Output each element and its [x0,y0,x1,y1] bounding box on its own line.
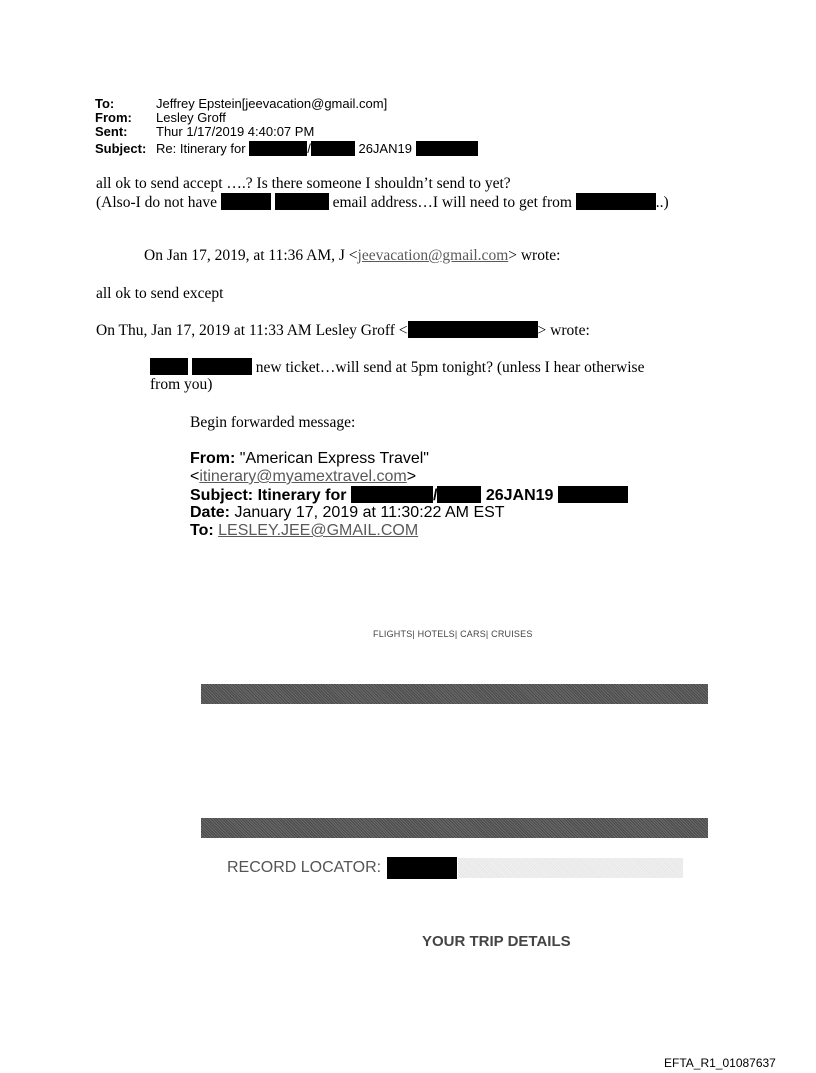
redaction-box [558,486,628,503]
forwarded-to-label: To: [190,522,214,539]
header-from-value: Lesley Groff [156,110,226,125]
quote2-intro-b: > wrote: [537,322,590,339]
header-subject-date: 26JAN19 [358,141,412,156]
quote1-intro-b: > wrote: [508,247,561,264]
forwarded-email-close: > [406,468,417,485]
forwarded-from-row [190,450,429,468]
reply-line-2-c: ..) [655,194,669,211]
quote1-body: all ok to send except [96,285,224,302]
reply-line-1: all ok to send accept ….? Is there someone I shouldn’t send to yet? [96,175,511,192]
redaction-box [351,486,433,503]
header-subject-row [95,141,478,156]
forwarded-begin: Begin forwarded message: [190,414,356,431]
redaction-box [408,321,538,338]
forwarded-subject-date: 26JAN19 [485,487,554,504]
header-from-label: From: [95,110,132,125]
quote2-intro-a: On Thu, Jan 17, 2019 at 11:33 AM Lesley Groff < [96,322,408,339]
redaction-box [311,141,355,156]
header-subject-slash: / [307,141,311,156]
redaction-box [150,358,188,375]
forwarded-to-link[interactable]: LESLEY.JEE@GMAIL.COM [218,522,419,539]
redaction-box [192,358,252,375]
document-id: EFTA_R1_01087637 [664,1056,776,1070]
forwarded-from-email-row [190,468,416,486]
header-subject-label: Subject: [95,141,147,156]
quote2-body-line-2: from you) [150,376,213,393]
quote1-intro-a: On Jan 17, 2019, at 11:36 AM, J < [144,247,358,264]
forwarded-subject-row [190,486,628,505]
forwarded-date-label: Date: [190,504,231,521]
header-subject-prefix: Re: Itinerary for [156,141,246,156]
forwarded-from-label: From: [190,450,236,467]
header-to-value: Jeffrey Epstein[jeevacation@gmail.com] [156,96,388,111]
redaction-box [437,486,481,503]
forwarded-from-value: "American Express Travel" [239,450,429,467]
header-sent-label: Sent: [95,124,128,139]
reply-line-2-b: email address…I will need to get from [332,194,572,211]
quote1-email-link[interactable]: jeevacation@gmail.com [357,247,509,264]
forwarded-subject-label: Subject: Itinerary for [190,487,347,504]
redaction-box [387,857,457,879]
header-to-label: To: [95,96,115,111]
header-to-row [95,97,387,111]
forwarded-to-row [190,522,418,540]
reply-line-2 [96,193,669,212]
redaction-box [416,141,478,156]
redaction-box [275,193,329,210]
record-locator-field-bg [458,858,683,878]
header-banner-bar [201,684,708,704]
forwarded-date-value: January 17, 2019 at 11:30:22 AM EST [234,504,505,521]
trip-details-heading: YOUR TRIP DETAILS [422,933,571,950]
nav-links[interactable]: FLIGHTS| HOTELS| CARS| CRUISES [373,629,533,639]
forwarded-from-email-link[interactable]: itinerary@myamextravel.com [199,468,407,485]
quote2-body-a: new ticket…will send at 5pm tonight? (unless I hear otherwise [255,359,645,376]
section-divider-bar [201,818,708,838]
header-from-row [95,111,226,125]
redaction-box [249,141,307,156]
quote2-body-line-1 [150,358,644,377]
header-sent-value: Thur 1/17/2019 4:40:07 PM [156,124,315,139]
quote1-intro [144,247,560,265]
forwarded-subject-slash: / [432,487,438,504]
record-locator-label: RECORD LOCATOR: [227,859,382,876]
redaction-box [221,193,271,210]
forwarded-date-row [190,504,505,522]
forwarded-email-open: < [190,468,200,485]
redaction-box [576,193,656,210]
header-sent-row [95,125,314,139]
quote2-intro [96,321,590,340]
reply-line-2-a: (Also-I do not have [96,194,217,211]
